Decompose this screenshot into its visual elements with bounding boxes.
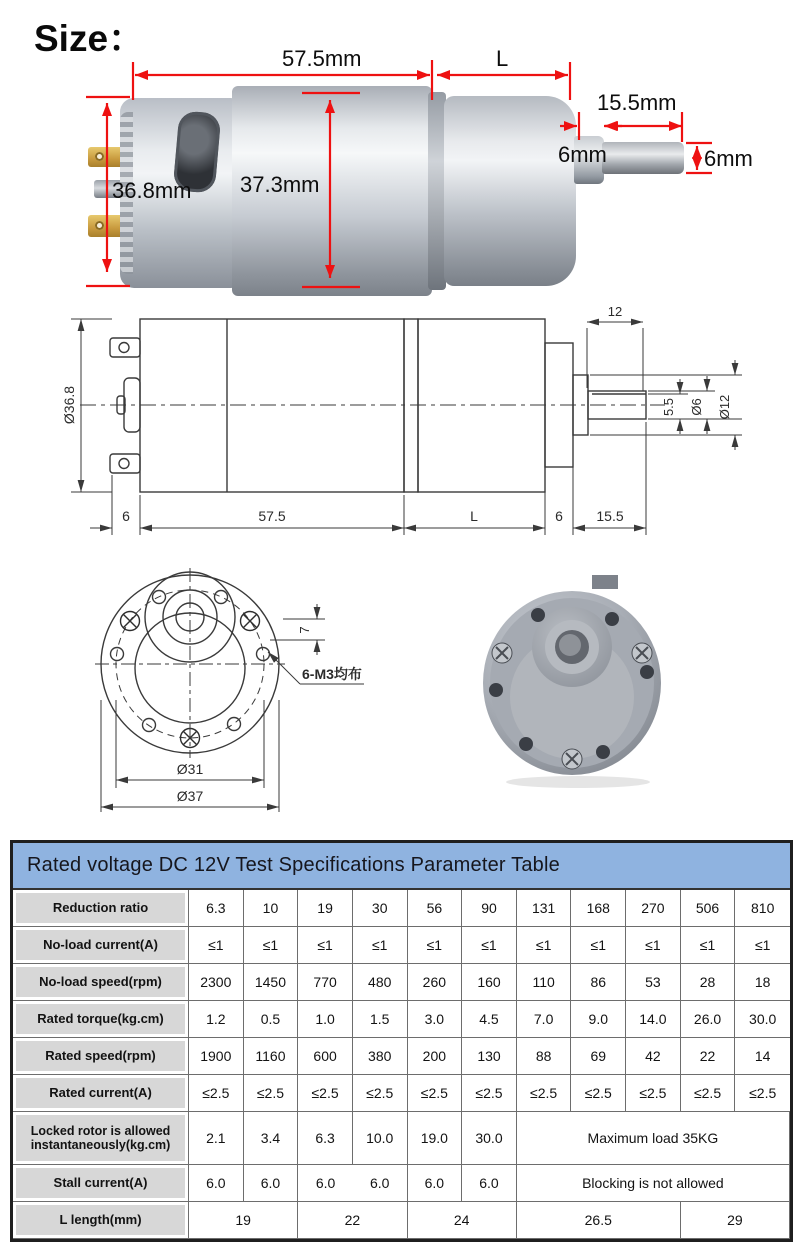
value-cell: Maximum load 35KG [517,1112,790,1165]
row-label: Rated torque(kg.cm) [13,1001,189,1038]
side-dim-motor-length: 57.5 [258,508,286,524]
value-cell: 69 [571,1038,626,1075]
value-cell: 0.5 [244,1001,299,1038]
value-cell: 42 [626,1038,681,1075]
value-cell: 24 [408,1202,517,1239]
front-view-centerlines [95,568,285,758]
value-cell: ≤2.5 [298,1075,353,1112]
value-cell: 30.0 [462,1112,517,1165]
front-dim-offset: 7 [297,626,312,634]
value-cell: 1900 [189,1038,244,1075]
value-cell: 6.0 [408,1165,463,1202]
value-cell: 6.3 [298,1112,353,1165]
value-cell: ≤2.5 [681,1075,736,1112]
value-cell: 260 [408,964,463,1001]
value-cell: 1.2 [189,1001,244,1038]
front-view-drawing [40,545,385,825]
row-label: Stall current(A) [13,1165,189,1202]
value-cell: 131 [517,890,572,927]
spec-table [10,840,793,1242]
value-cell: 29 [681,1202,790,1239]
value-cell: ≤1 [189,927,244,964]
value-cell: ≤1 [462,927,517,964]
shaft-end [559,634,581,656]
value-cell: 90 [462,890,517,927]
value-cell: 10 [244,890,299,927]
photo-dimension-overlay [0,0,800,300]
dim-shaft-diameter: 6mm [704,146,753,171]
dim-motor-length: 57.5mm [282,46,362,71]
page-title: Size： [34,18,146,59]
dim-gearbox-length: L [496,46,509,71]
value-cell: 53 [626,964,681,1001]
dim-body-diameter: 37.3mm [240,172,320,197]
value-cell: 160 [462,964,517,1001]
front-dim-body-diameter: Ø37 [176,788,204,804]
value-cell: 380 [353,1038,408,1075]
value-cell: 810 [735,890,790,927]
value-cell: ≤1 [408,927,463,964]
spec-table-grid [13,890,790,1239]
value-cell: 200 [408,1038,463,1075]
side-view-drawing [30,295,770,545]
value-cell: 130 [462,1038,517,1075]
value-cell: 56 [408,890,463,927]
side-dim-shaft-length: 15.5 [596,508,624,524]
value-cell: 6.0 [189,1165,244,1202]
value-cell: 88 [517,1038,572,1075]
value-cell: 26.0 [681,1001,736,1038]
value-cell: 1160 [244,1038,299,1075]
value-cell: ≤1 [517,927,572,964]
gearbox-face-photo [460,575,690,790]
value-cell: 110 [517,964,572,1001]
value-cell: ≤2.5 [353,1075,408,1112]
value-cell: ≤2.5 [517,1075,572,1112]
side-dim-hub-length: 6 [555,508,563,524]
value-cell: ≤1 [626,927,681,964]
value-cell: 30.0 [735,1001,790,1038]
value-cell: 168 [571,890,626,927]
value-cell: 19 [298,890,353,927]
value-cell: 19 [189,1202,298,1239]
value-cell: 1450 [244,964,299,1001]
value-cell: 6.0 [298,1165,353,1202]
side-dim-gearbox-length: L [470,508,478,524]
side-dim-bracket: 6 [122,508,130,524]
value-cell: ≤2.5 [244,1075,299,1112]
side-dim-motor-diameter: Ø36.8 [61,385,77,425]
front-bolt-note: 6-M3均布 [302,666,362,682]
value-cell: 4.5 [462,1001,517,1038]
row-label: Locked rotor is allowed instantaneously(kg.cm) [13,1112,189,1165]
value-cell: 86 [571,964,626,1001]
value-cell: ≤1 [244,927,299,964]
row-label: Rated speed(rpm) [13,1038,189,1075]
side-dim-flat-height: 5.5 [661,397,676,417]
value-cell: 6.0 [353,1165,408,1202]
side-view-labels [61,304,732,524]
value-cell: 7.0 [517,1001,572,1038]
value-cell: 270 [626,890,681,927]
value-cell: ≤2.5 [626,1075,681,1112]
row-label: No-load speed(rpm) [13,964,189,1001]
spec-table-title: Rated voltage DC 12V Test Specifications Parameter Table [13,843,790,890]
value-cell: 14 [735,1038,790,1075]
dim-motor-diameter: 36.8mm [112,178,192,203]
value-cell: 30 [353,890,408,927]
value-cell: ≤1 [298,927,353,964]
front-view-dimension-lines [101,604,364,812]
motor-photo [0,0,800,300]
value-cell: 26.5 [517,1202,681,1239]
value-cell: 6.0 [462,1165,517,1202]
front-dim-bolt-circle: Ø31 [176,761,204,777]
photo-shadow [506,776,650,788]
value-cell: ≤1 [571,927,626,964]
value-cell: ≤1 [681,927,736,964]
side-dim-boss-diameter: Ø12 [717,394,732,420]
side-dim-shaft-diameter: Ø6 [689,398,704,416]
row-label: Rated current(A) [13,1075,189,1112]
value-cell: ≤2.5 [408,1075,463,1112]
value-cell: 19.0 [408,1112,463,1165]
row-label: L length(mm) [13,1202,189,1239]
value-cell: 3.4 [244,1112,299,1165]
value-cell: ≤2.5 [189,1075,244,1112]
value-cell: ≤2.5 [735,1075,790,1112]
motor-body-behind [592,575,618,589]
side-view-dimension-lines [71,319,742,535]
side-dim-flat-length: 12 [607,304,623,319]
value-cell: ≤2.5 [571,1075,626,1112]
dim-hub-length: 6mm [558,142,607,167]
value-cell: 22 [298,1202,407,1239]
value-cell: ≤1 [353,927,408,964]
value-cell: 28 [681,964,736,1001]
value-cell: 600 [298,1038,353,1075]
value-cell: 3.0 [408,1001,463,1038]
value-cell: ≤1 [735,927,790,964]
value-cell: 2.1 [189,1112,244,1165]
value-cell: 10.0 [353,1112,408,1165]
row-label: No-load current(A) [13,927,189,964]
row-label: Reduction ratio [13,890,189,927]
dim-shaft-length: 15.5mm [597,90,677,115]
value-cell: 480 [353,964,408,1001]
value-cell: 9.0 [571,1001,626,1038]
value-cell: 1.0 [298,1001,353,1038]
value-cell: 6.0 [244,1165,299,1202]
value-cell: 1.5 [353,1001,408,1038]
value-cell: 22 [681,1038,736,1075]
value-cell: ≤2.5 [462,1075,517,1112]
value-cell: Blocking is not allowed [517,1165,790,1202]
value-cell: 14.0 [626,1001,681,1038]
value-cell: 506 [681,890,736,927]
value-cell: 6.3 [189,890,244,927]
value-cell: 770 [298,964,353,1001]
value-cell: 18 [735,964,790,1001]
value-cell: 2300 [189,964,244,1001]
